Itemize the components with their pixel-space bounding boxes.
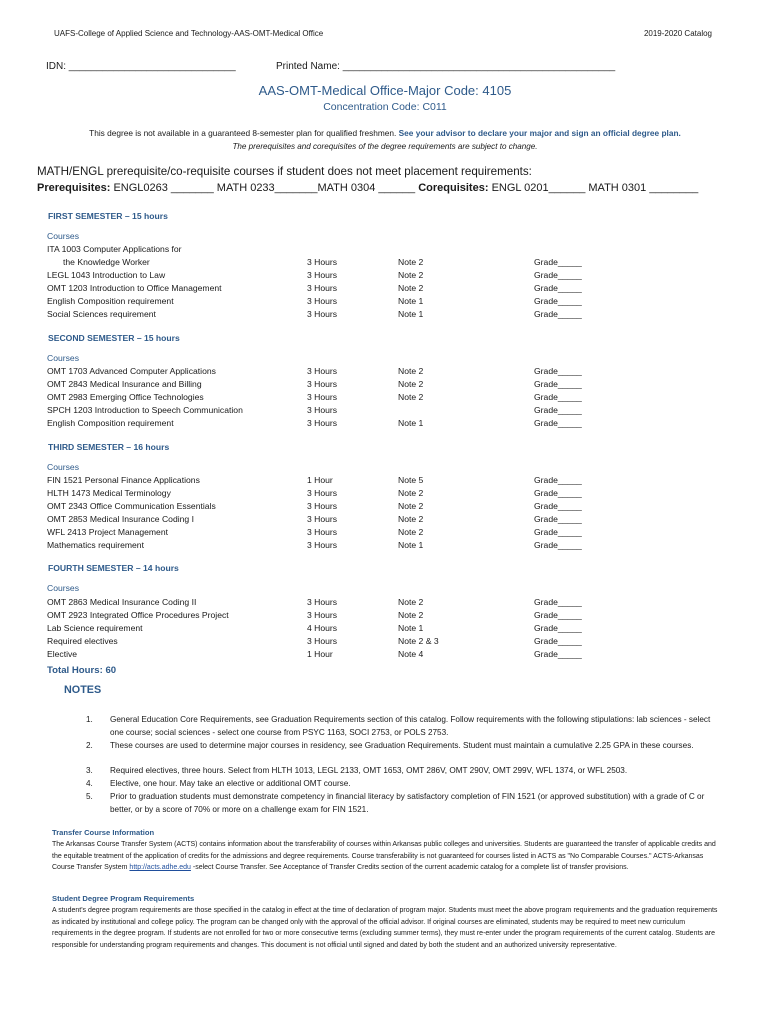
- course-row: [47, 392, 747, 405]
- course-row: [47, 636, 747, 649]
- course-note: Note 2: [398, 379, 424, 389]
- course-note: Note 2: [398, 527, 424, 537]
- course-name: OMT 2863 Medical Insurance Coding II: [47, 597, 197, 607]
- course-grade-field[interactable]: Grade_____: [534, 597, 582, 607]
- course-name: ITA 1003 Computer Applications for: [47, 244, 182, 254]
- course-name: HLTH 1473 Medical Terminology: [47, 488, 171, 498]
- course-note: Note 1: [398, 309, 424, 319]
- course-hours: 3 Hours: [307, 418, 338, 428]
- course-hours: 3 Hours: [307, 405, 338, 415]
- course-row: [47, 405, 747, 418]
- course-hours: 3 Hours: [307, 540, 338, 550]
- course-grade-field[interactable]: Grade_____: [534, 270, 582, 280]
- concentration-code: Concentration Code: C011: [323, 101, 447, 113]
- note-text: Required electives, three hours. Select from HLTH 1013, LEGL 2133, OMT 1653, OMT 286V, OMT 290V, OMT 299V, WFL 1374, or WFL 2503.: [110, 766, 628, 775]
- course-grade-field[interactable]: Grade_____: [534, 514, 582, 524]
- course-row: [47, 366, 747, 379]
- note-number: 4.: [86, 779, 93, 788]
- transfer-text-after: -select Course Transfer. See Acceptance of Transfer Credits section of the current academic catalog for a complete list of transfer provisions.: [190, 864, 629, 872]
- course-hours: 1 Hour: [307, 649, 333, 659]
- intro-plain-text: This degree is not available in a guaranteed 8-semester plan for qualified freshmen.: [89, 128, 397, 138]
- semester-title: FIRST SEMESTER – 15 hours: [48, 211, 168, 221]
- course-note: Note 2: [398, 610, 424, 620]
- course-grade-field[interactable]: Grade_____: [534, 636, 582, 646]
- course-name: OMT 2343 Office Communication Essentials: [47, 501, 216, 511]
- course-note: Note 2: [398, 270, 424, 280]
- intro-line-2: The prerequisites and corequisites of the degree requirements are subject to change.: [232, 142, 538, 151]
- course-note: Note 2: [398, 501, 424, 511]
- course-note: Note 2: [398, 283, 424, 293]
- course-row: [47, 244, 747, 257]
- transfer-text: [52, 839, 718, 874]
- course-hours: 1 Hour: [307, 475, 333, 485]
- intro-advisor-text: See your advisor to declare your major and sign an official degree plan.: [398, 128, 681, 138]
- semester-title: FOURTH SEMESTER – 14 hours: [48, 563, 179, 573]
- course-note: Note 2: [398, 597, 424, 607]
- course-name: OMT 1203 Introduction to Office Management: [47, 283, 222, 293]
- course-row: [47, 514, 747, 527]
- prereq-label: Prerequisites:: [37, 182, 111, 194]
- course-note: Note 1: [398, 623, 424, 633]
- course-row: [47, 379, 747, 392]
- course-row: [47, 540, 747, 553]
- degree-req-title: Student Degree Program Requirements: [52, 894, 195, 903]
- course-hours: 3 Hours: [307, 379, 338, 389]
- course-grade-field[interactable]: Grade_____: [534, 623, 582, 633]
- course-name: Required electives: [47, 636, 118, 646]
- course-name: Social Sciences requirement: [47, 309, 156, 319]
- course-row: [47, 488, 747, 501]
- note-text: These courses are used to determine major courses in residency, see Graduation Requirements. Student must maintain a cumulative 2.25 GPA in these courses.: [110, 741, 694, 750]
- course-row: [47, 283, 747, 296]
- course-grade-field[interactable]: Grade_____: [534, 540, 582, 550]
- course-grade-field[interactable]: Grade_____: [534, 610, 582, 620]
- course-grade-field[interactable]: Grade_____: [534, 296, 582, 306]
- course-hours: 3 Hours: [307, 309, 338, 319]
- note-number: 3.: [86, 766, 93, 775]
- course-grade-field[interactable]: Grade_____: [534, 309, 582, 319]
- course-row: [47, 309, 747, 322]
- course-hours: 3 Hours: [307, 514, 338, 524]
- course-hours: 3 Hours: [307, 610, 338, 620]
- courses-label: Courses: [47, 231, 79, 241]
- notes-title: NOTES: [64, 684, 102, 696]
- transfer-text-before: The Arkansas Course Transfer System (ACTS) contains information about the transferability of courses within Arkansas public colleges and universities. Students are guaranteed the transfer of applicable credits and the equitable treatment of the application of credits for the admissions and degree requirements. Course transferability is not guaranteed for courses listed in ACTS as "No Comparable Courses." ACTS-Arkansas Course Transfer System: [52, 841, 716, 872]
- course-name: OMT 2983 Emerging Office Technologies: [47, 392, 204, 402]
- prereq-heading: MATH/ENGL prerequisite/co-requisite courses if student does not meet placement requirements:: [37, 165, 532, 178]
- course-grade-field[interactable]: Grade_____: [534, 475, 582, 485]
- course-hours: 4 Hours: [307, 623, 338, 633]
- note-text: Prior to graduation students must demonstrate competency in financial literacy by satisfactory completion of FIN 1521 (or approved substitution) with a grade of C or better, or by a score of 70% or more on a challenge exam for FIN 1521.: [110, 792, 705, 814]
- course-row: [47, 501, 747, 514]
- header-catalog-year: 2019-2020 Catalog: [643, 29, 712, 38]
- course-row: [47, 610, 747, 623]
- course-hours: 3 Hours: [307, 527, 338, 537]
- course-grade-field[interactable]: Grade_____: [534, 257, 582, 267]
- course-name: FIN 1521 Personal Finance Applications: [47, 475, 200, 485]
- courses-label: Courses: [47, 583, 79, 593]
- course-note: Note 2: [398, 392, 424, 402]
- note-number: 2.: [86, 741, 93, 750]
- printed-name-field[interactable]: Printed Name: _________________________________________________: [276, 61, 616, 72]
- course-hours: 3 Hours: [307, 296, 338, 306]
- course-grade-field[interactable]: Grade_____: [534, 392, 582, 402]
- course-name: WFL 2413 Project Management: [47, 527, 169, 537]
- course-grade-field[interactable]: Grade_____: [534, 283, 582, 293]
- acts-link[interactable]: http://acts.adhe.edu: [129, 864, 191, 872]
- course-grade-field[interactable]: Grade_____: [534, 366, 582, 376]
- course-hours: 3 Hours: [307, 597, 338, 607]
- course-hours: 3 Hours: [307, 501, 338, 511]
- course-note: Note 5: [398, 475, 424, 485]
- note-text: General Education Core Requirements, see Graduation Requirements section of this catalog. Follow requirements with the following stipulations: lab sciences - select one course; social sciences - select one course from PSYC 1163, SOCI 2753, or POLS 2753.: [110, 715, 711, 737]
- intro-line-1: [0, 128, 770, 138]
- course-grade-field[interactable]: Grade_____: [534, 649, 582, 659]
- page-title: AAS-OMT-Medical Office-Major Code: 4105: [258, 83, 512, 98]
- course-name: the Knowledge Worker: [63, 257, 150, 267]
- course-name: Elective: [47, 649, 78, 659]
- course-grade-field[interactable]: Grade_____: [534, 527, 582, 537]
- courses-label: Courses: [47, 462, 79, 472]
- course-grade-field[interactable]: Grade_____: [534, 405, 582, 415]
- course-name: OMT 2843 Medical Insurance and Billing: [47, 379, 202, 389]
- course-grade-field[interactable]: Grade_____: [534, 488, 582, 498]
- course-grade-field[interactable]: Grade_____: [534, 418, 582, 428]
- course-row: [47, 418, 747, 431]
- course-grade-field[interactable]: Grade_____: [534, 379, 582, 389]
- coreq-values[interactable]: ENGL 0201______ MATH 0301 ________: [491, 182, 699, 194]
- course-row: [47, 649, 747, 662]
- course-row: [47, 270, 747, 283]
- course-note: Note 2: [398, 366, 424, 376]
- course-note: Note 2: [398, 257, 424, 267]
- course-note: Note 2: [398, 514, 424, 524]
- courses-label: Courses: [47, 353, 79, 363]
- course-hours: 3 Hours: [307, 257, 338, 267]
- course-row: [47, 475, 747, 488]
- course-note: Note 4: [398, 649, 424, 659]
- course-name: OMT 2853 Medical Insurance Coding I: [47, 514, 194, 524]
- prereq-line[interactable]: [37, 182, 698, 194]
- note-number: 5.: [86, 792, 93, 801]
- course-name: English Composition requirement: [47, 296, 174, 306]
- course-name: OMT 2923 Integrated Office Procedures Project: [47, 610, 229, 620]
- course-name: Mathematics requirement: [47, 540, 144, 550]
- prereq-values[interactable]: ENGL0263 _______ MATH 0233_______MATH 0304 ______: [113, 182, 416, 194]
- course-grade-field[interactable]: Grade_____: [534, 501, 582, 511]
- header-institution: UAFS-College of Applied Science and Technology-AAS-OMT-Medical Office: [54, 29, 324, 38]
- course-note: Note 2: [398, 488, 424, 498]
- course-hours: 3 Hours: [307, 283, 338, 293]
- course-name: English Composition requirement: [47, 418, 174, 428]
- degree-req-text: A student's degree program requirements are those specified in the catalog in effect at the time of declaration of program major. Students must meet the above program requirements and the graduation requirements as indicated by institutional and college policy. The program can be changed only with the approval of the official advisor. If original courses are eliminated, students may be required to meet new curriculum requirements in the degree program. If students are not enrolled for two or more consecutive terms (excluding summer terms), they must re-enter under the program requirements of the current catalog. Students are responsible for understanding program requirements and changes. This document is not official until signed and dated by both the student and an authorized university representative.: [52, 907, 718, 949]
- course-name: LEGL 1043 Introduction to Law: [47, 270, 166, 280]
- course-note: Note 2 & 3: [398, 636, 439, 646]
- course-hours: 3 Hours: [307, 270, 338, 280]
- course-name: SPCH 1203 Introduction to Speech Communication: [47, 405, 243, 415]
- course-hours: 3 Hours: [307, 392, 338, 402]
- semester-title: SECOND SEMESTER – 15 hours: [48, 333, 180, 343]
- course-row: [47, 597, 747, 610]
- semester-title: THIRD SEMESTER – 16 hours: [48, 442, 170, 452]
- course-row: [47, 527, 747, 540]
- course-row: [47, 257, 747, 270]
- coreq-label: Corequisites:: [418, 182, 489, 194]
- course-name: OMT 1703 Advanced Computer Applications: [47, 366, 216, 376]
- note-text: Elective, one hour. May take an elective or additional OMT course.: [110, 779, 351, 788]
- note-number: 1.: [86, 715, 93, 724]
- course-row: [47, 623, 747, 636]
- total-hours: Total Hours: 60: [47, 665, 117, 676]
- transfer-title: Transfer Course Information: [52, 828, 155, 837]
- course-row: [47, 296, 747, 309]
- course-hours: 3 Hours: [307, 636, 338, 646]
- course-name: Lab Science requirement: [47, 623, 143, 633]
- idn-field[interactable]: IDN: ______________________________: [46, 61, 236, 72]
- course-note: Note 1: [398, 296, 424, 306]
- course-note: Note 1: [398, 540, 424, 550]
- course-note: Note 1: [398, 418, 424, 428]
- course-hours: 3 Hours: [307, 488, 338, 498]
- course-hours: 3 Hours: [307, 366, 338, 376]
